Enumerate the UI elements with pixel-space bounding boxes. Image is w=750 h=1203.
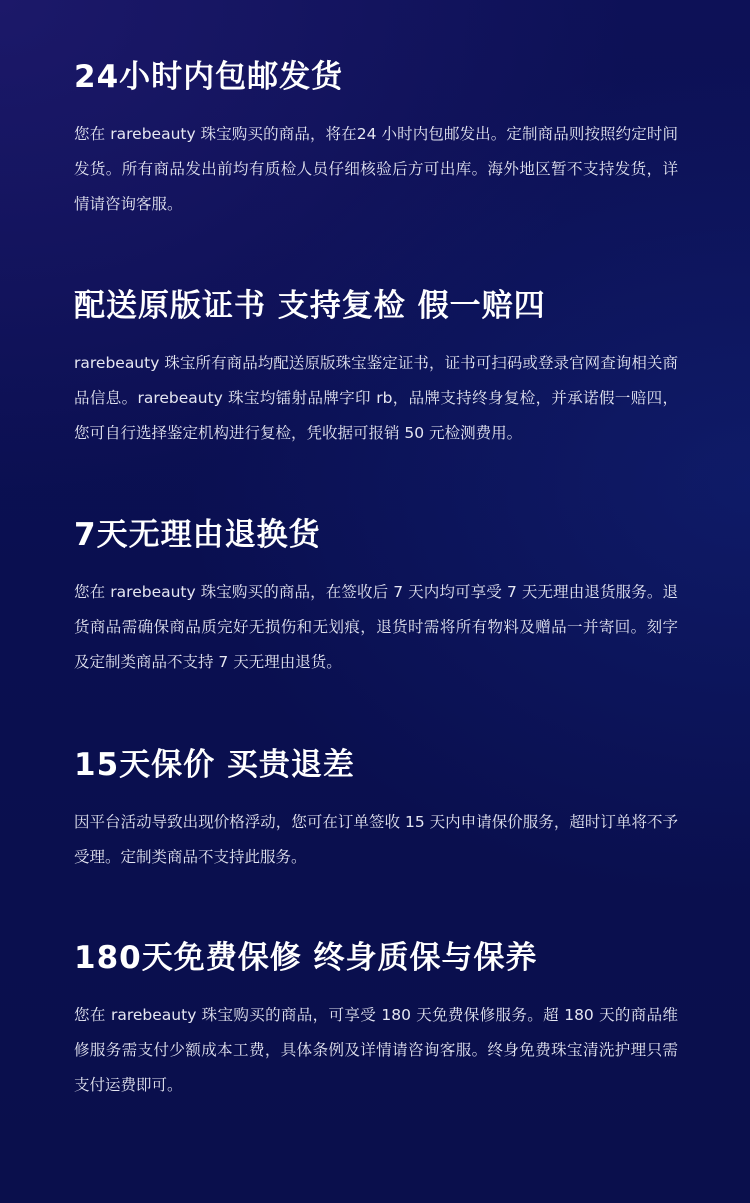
section-returns xyxy=(74,515,678,680)
section-title: 24小时内包邮发货 xyxy=(74,59,344,95)
section-body: 您在 rarebeauty 珠宝购买的商品，在签收后 7 天内均可享受 7 天无理由退货服务。退货商品需确保商品质完好无损伤和无划痕，退货时需将所有物料及赠品一并寄回。刻字及定制类商品不支持 7 天无理由退货。 xyxy=(74,583,678,671)
section-certificate xyxy=(74,286,678,451)
section-price-protection xyxy=(74,745,678,875)
section-body: 因平台活动导致出现价格浮动，您可在订单签收 15 天内申请保价服务，超时订单将不予受理。定制类商品不支持此服务。 xyxy=(74,813,678,866)
section-body: rarebeauty 珠宝所有商品均配送原版珠宝鉴定证书，证书可扫码或登录官网查询相关商品信息。rarebeauty 珠宝均镭射品牌字印 rb，品牌支持终身复检，并承诺假一赔四，您可自行选择鉴定机构进行复检，凭收据可报销 50 元检测费用。 xyxy=(74,354,678,442)
section-title: 配送原版证书 支持复检 假一赔四 xyxy=(74,288,546,324)
section-title: 180天免费保修 终身质保与保养 xyxy=(74,940,538,976)
section-title: 15天保价 买贵退差 xyxy=(74,747,355,783)
section-shipping xyxy=(74,57,678,222)
section-body: 您在 rarebeauty 珠宝购买的商品，将在24 小时内包邮发出。定制商品则按照约定时间发货。所有商品发出前均有质检人员仔细核验后方可出库。海外地区暂不支持发货，详情请咨询客服。 xyxy=(74,125,678,213)
section-body: 您在 rarebeauty 珠宝购买的商品，可享受 180 天免费保修服务。超 180 天的商品维修服务需支付少额成本工费，具体条例及详情请咨询客服。终身免费珠宝清洗护理只需支付运费即可。 xyxy=(74,1006,678,1094)
section-warranty xyxy=(74,938,678,1103)
section-title: 7天无理由退换货 xyxy=(74,517,321,553)
